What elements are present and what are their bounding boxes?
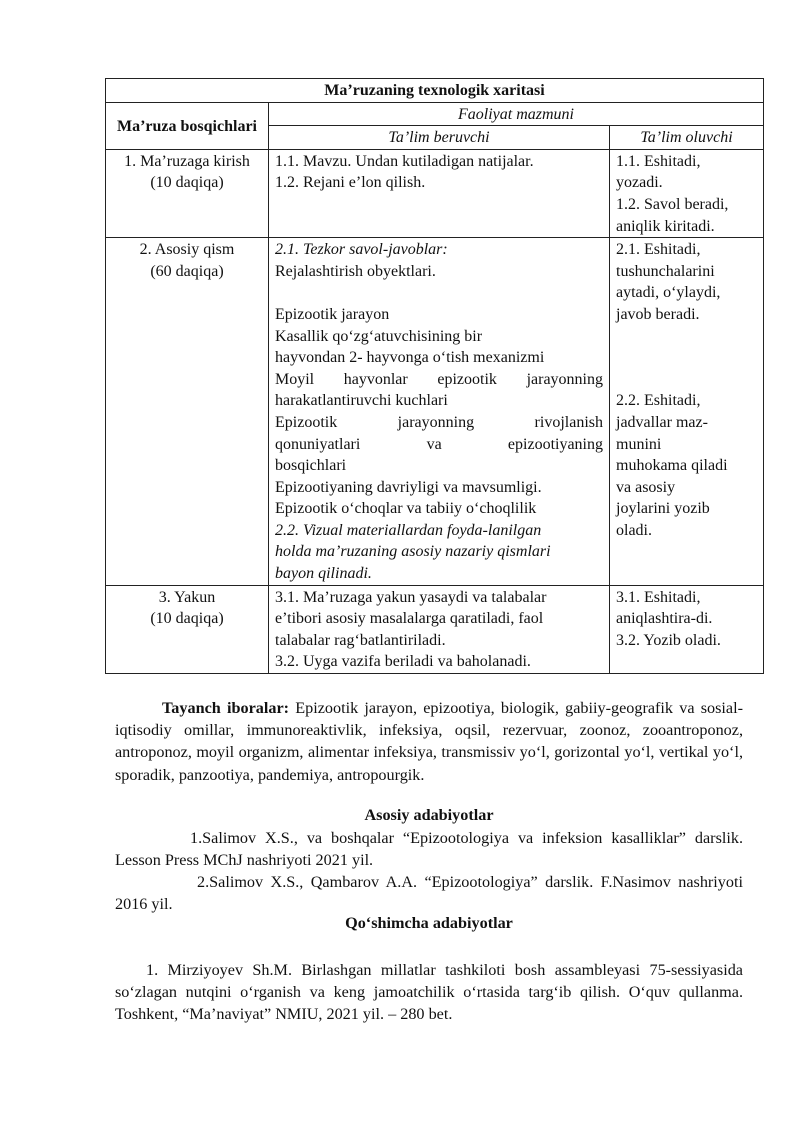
teacher-line: Epizootik o‘choqlar va tabiiy o‘choqlilik [275,500,537,518]
table-title: Ma’ruzaning texnologik xaritasi [106,79,764,103]
stage-cell [106,238,269,586]
blank-line [616,326,757,348]
blank-line [616,347,757,369]
teacher-line: holda ma’ruzaning asosiy nazariy qismlari [275,543,551,561]
student-line: yozadi. [616,174,663,192]
teacher-line: bosqichlari [275,457,347,475]
teacher-line: 2.1. Tezkor savol-javoblar: [275,241,448,259]
teacher-line: Epizootik jarayonning rivojlanish [275,413,603,431]
stage-cell [106,149,269,237]
student-line: aytadi, o‘ylaydi, [616,284,721,302]
stage-name: 3. Yakun [158,588,216,606]
student-line: muhokama qiladi [616,457,728,475]
teacher-line: 3.1. Ma’ruzaga yakun yasaydi va talabalar [275,588,547,606]
blank-line [275,282,603,304]
keywords-label: Tayanch iboralar: [162,699,290,717]
main-references-heading: Asosiy adabiyotlar [364,806,494,824]
stage-duration: (10 daqiqa) [150,174,224,192]
teacher-line: Epizootik jarayon [275,305,390,323]
teacher-line: e’tibori asosiy masalalarga qaratiladi, faol [275,610,544,628]
student-line: 2.2. Eshitadi, [616,392,701,410]
student-line: aniqlashtira-di. [616,610,713,628]
teacher-line: 3.2. Uyga vazifa beriladi va baholanadi. [275,653,531,671]
keywords-text: Epizootik jarayon, epizootiya, biologik, gabiiy-geografik va sosial-iqtisodiy omillar, immunoreaktivlik, infeksiya, oqsil, rezervuar, zoonoz, zooantroponoz, antroponoz, moyil organizm, alimentar infeksiya, transmissiv yo‘l, gorizontal yo‘l, vertikal yo‘l, sporadik, panzootiya, pandemiya, antropourgik. [115,699,743,784]
student-line: 1.1. Eshitadi, [616,152,701,170]
lecture-technology-map-table [105,78,764,674]
student-line: munini [616,435,662,453]
table-row [106,585,764,673]
stage-duration: (60 daqiqa) [150,262,224,280]
student-line: oladi. [616,521,652,539]
teacher-line: talabalar rag‘batlantiriladi. [275,631,446,649]
teacher-column-header: Ta’lim beruvchi [269,126,610,150]
reference-item: 1.Salimov X.S., va boshqalar “Epizootologiya va infeksion kasalliklar” darslik. Lesson Press MChJ nashriyoti 2021 yil. [115,829,743,870]
teacher-line: 1.1. Mavzu. Undan kutiladigan natijalar. [275,152,534,170]
stage-name: 1. Ma’ruzaga kirish [124,152,250,170]
student-line: jadvallar maz- [616,413,708,431]
student-line: 2.1. Eshitadi, [616,241,701,259]
stage-name: 2. Asosiy qism [139,241,235,259]
student-line: joylarini yozib [616,500,710,518]
stage-cell [106,585,269,673]
teacher-line: Moyil hayvonlar epizootik jarayonning [275,370,603,388]
stage-column-header: Ma’ruza bosqichlari [106,102,269,149]
table-row [106,238,764,586]
student-activity-cell [610,238,764,586]
student-activity-cell [610,149,764,237]
student-line: aniqlik kiritadi. [616,217,715,235]
table-row [106,149,764,237]
student-line: va asosiy [616,478,676,496]
teacher-line: bayon qilinadi. [275,565,372,583]
student-activity-cell [610,585,764,673]
teacher-activity-cell [269,585,610,673]
reference-item: 1. Mirziyoyev Sh.M. Birlashgan millatlar tashkiloti bosh assambleyasi 75-sessiyasida so‘zlagan nutqini o‘rganish va keng jamoatchilik o‘rtasida targ‘ib qilish. O‘quv qullanma. Toshkent, “Ma’naviyat” NMIU, 2021 yil. – 280 bet. [115,961,743,1024]
student-line: 1.2. Savol beradi, [616,195,729,213]
additional-references-heading: Qo‘shimcha adabiyotlar [345,914,513,932]
student-line: 3.1. Eshitadi, [616,588,701,606]
teacher-activity-cell [269,149,610,237]
stage-duration: (10 daqiqa) [150,610,224,628]
teacher-line: qonuniyatlari va epizootiyaning [275,435,603,453]
teacher-activity-cell [269,238,610,586]
teacher-line: 1.2. Rejani e’lon qilish. [275,174,426,192]
teacher-line: Epizootiyaning davriyligi va mavsumligi. [275,478,542,496]
keywords-paragraph [115,697,743,786]
teacher-line: hayvondan 2- hayvonga o‘tish mexanizmi [275,349,545,367]
teacher-line: 2.2. Vizual materiallardan foyda-lanilgan [275,521,542,539]
student-line: javob beradi. [616,305,700,323]
teacher-line: Kasallik qo‘zg‘atuvchisining bir [275,327,483,345]
teacher-line: Rejalashtirish obyektlari. [275,262,436,280]
student-column-header: Ta’lim oluvchi [610,126,764,150]
activity-content-header: Faoliyat mazmuni [269,102,764,126]
blank-line [616,369,757,391]
student-line: 3.2. Yozib oladi. [616,631,721,649]
reference-item: 2.Salimov X.S., Qambarov A.A. “Epizootologiya” darslik. F.Nasimov nashriyoti 2016 yil. [115,873,743,914]
student-line: tushunchalarini [616,262,715,280]
teacher-line: harakatlantiruvchi kuchlari [275,392,448,410]
